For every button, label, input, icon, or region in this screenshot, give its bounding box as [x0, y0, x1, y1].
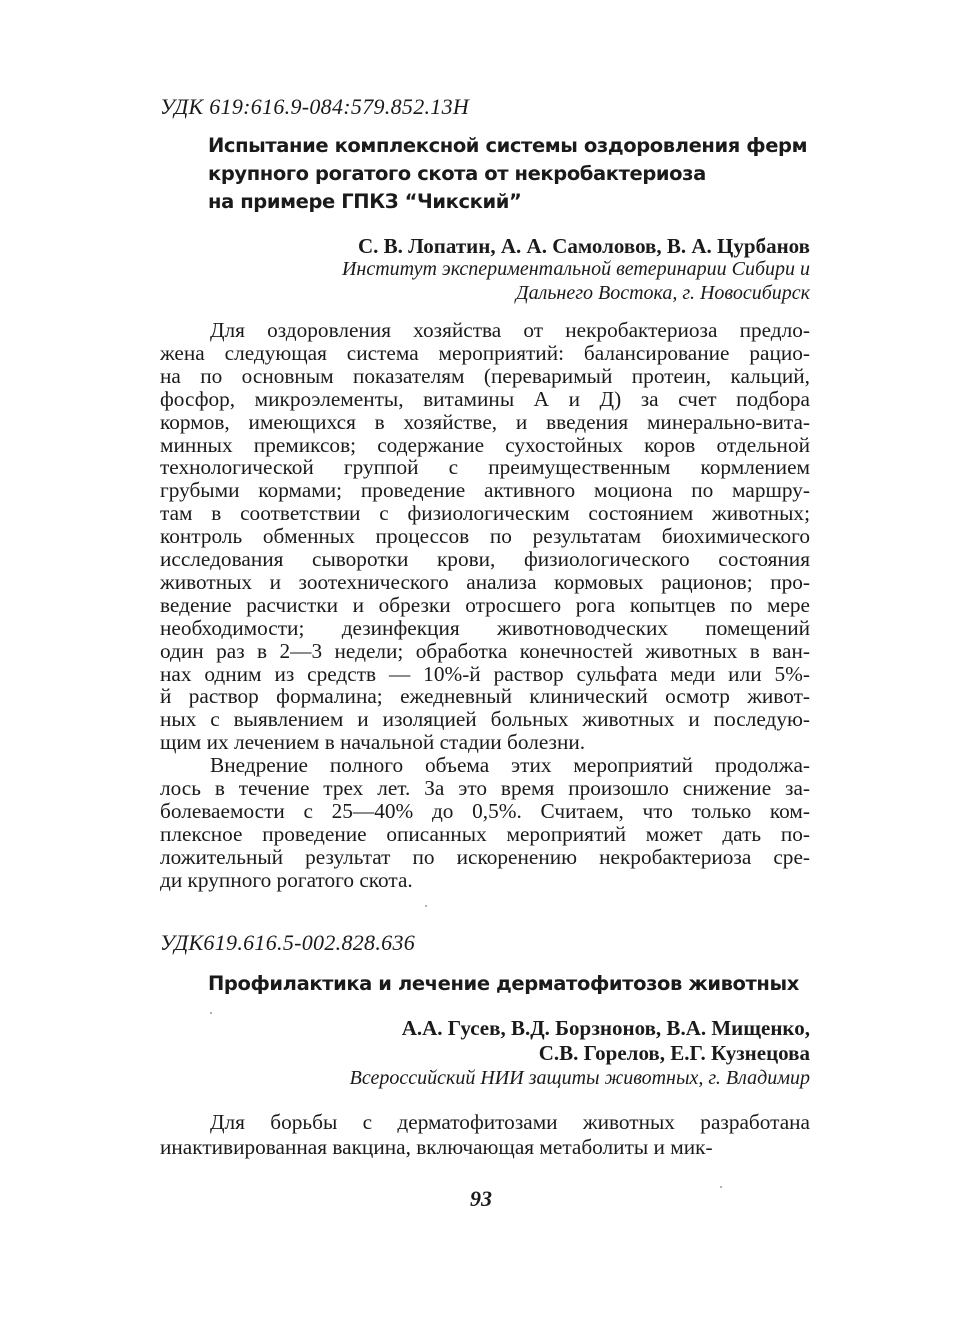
- body-line: ди крупного рогатого скота.: [160, 867, 413, 892]
- body-line: жена следующая система мероприятий: балансирование рацио-: [160, 340, 810, 365]
- body-line: инактивированная вакцина, включающая метаболиты и мик-: [160, 1135, 713, 1159]
- body-line: на по основным показателям (переваримый протеин, кальций,: [160, 363, 810, 388]
- body-line: кормов, имеющихся в хозяйстве, и введения минерально-вита-: [160, 409, 810, 434]
- article-title-2: Профилактика и лечение дерматофитозов животных: [208, 972, 799, 995]
- body-line: Для борьбы с дерматофитозами животных разработана: [210, 1110, 810, 1134]
- article-title-1-line-3: на примере ГПКЗ “Чикский”: [208, 190, 522, 213]
- body-line: й раствор формалина; ежедневный клинический осмотр живот-: [160, 684, 810, 709]
- body-line: минных премиксов; содержание сухостойных коров отдельной: [160, 432, 810, 457]
- authors-2-line-1: А.А. Гусев, В.Д. Борзнонов, В.А. Мищенко,: [401, 1016, 810, 1040]
- body-line: болеваемости с 25—40% до 0,5%. Считаем, что только ком-: [160, 798, 810, 823]
- authors-1-line-1: С. В. Лопатин, А. А. Самоловов, В. А. Цурбанов: [358, 234, 810, 258]
- body-line: фосфор, микроэлементы, витамины А и Д) за счет подбора: [160, 386, 810, 411]
- scan-speck: [425, 905, 427, 907]
- body-line: технологической группой с преимущественным кормлением: [160, 455, 810, 480]
- body-line: ных с выявлением и изоляцией больных животных и последую-: [160, 707, 810, 732]
- body-line: контроль обменных процессов по результатам биохимического: [160, 524, 810, 549]
- institution-1-line-1: Институт экспериментальной ветеринарии Сибири и: [341, 258, 810, 280]
- body-line: необходимости; дезинфекция животноводческих помещений: [160, 615, 810, 640]
- body-line: грубыми кормами; проведение активного моциона по маршру-: [160, 478, 810, 503]
- body-line: лось в течение трех лет. За это время произошло снижение за-: [160, 776, 810, 800]
- body-line: там в соответствии с физиологическим состоянием животных;: [160, 501, 810, 526]
- body-line: животных и зоотехнического анализа кормовых рационов; про-: [160, 569, 810, 594]
- body-line: ложительный результат по искоренению некробактериоза сре-: [160, 844, 810, 869]
- body-line: ведение расчистки и обрезки отросшего рога копытцев по мере: [160, 592, 810, 617]
- scan-speck: [720, 1186, 722, 1188]
- body-line: нах одним из средств — 10%-й раствор сульфата меди или 5%-: [160, 661, 810, 686]
- body-line: Внедрение полного объема этих мероприятий продолжа-: [210, 753, 810, 778]
- page-number: 93: [470, 1186, 492, 1211]
- institution-1-line-2: Дальнего Востока, г. Новосибирск: [515, 282, 810, 304]
- article-title-1-line-1: Испытание комплексной системы оздоровления ферм: [208, 134, 808, 157]
- body-line: исследования сыворотки крови, физиологического состояния: [160, 547, 810, 571]
- body-line: плексное проведение описанных мероприятий может дать по-: [160, 821, 810, 846]
- article-title-1-line-2: крупного рогатого скота от некробактериоза: [208, 162, 706, 185]
- institution-2: Всероссийский НИИ защиты животных, г. Владимир: [349, 1067, 810, 1089]
- body-line: щим их лечением в начальной стадии болезни.: [160, 730, 586, 755]
- authors-2-line-2: С.В. Горелов, Е.Г. Кузнецова: [538, 1041, 810, 1065]
- body-line: один раз в 2—3 недели; обработка конечностей животных в ван-: [160, 638, 810, 663]
- udk-code-2: УДК619.616.5-002.828.636: [160, 930, 416, 955]
- scan-speck: [210, 1012, 212, 1014]
- udk-code-1: УДК 619:616.9-084:579.852.13Н: [160, 94, 470, 119]
- body-line: Для оздоровления хозяйства от некробактериоза предло-: [210, 318, 810, 342]
